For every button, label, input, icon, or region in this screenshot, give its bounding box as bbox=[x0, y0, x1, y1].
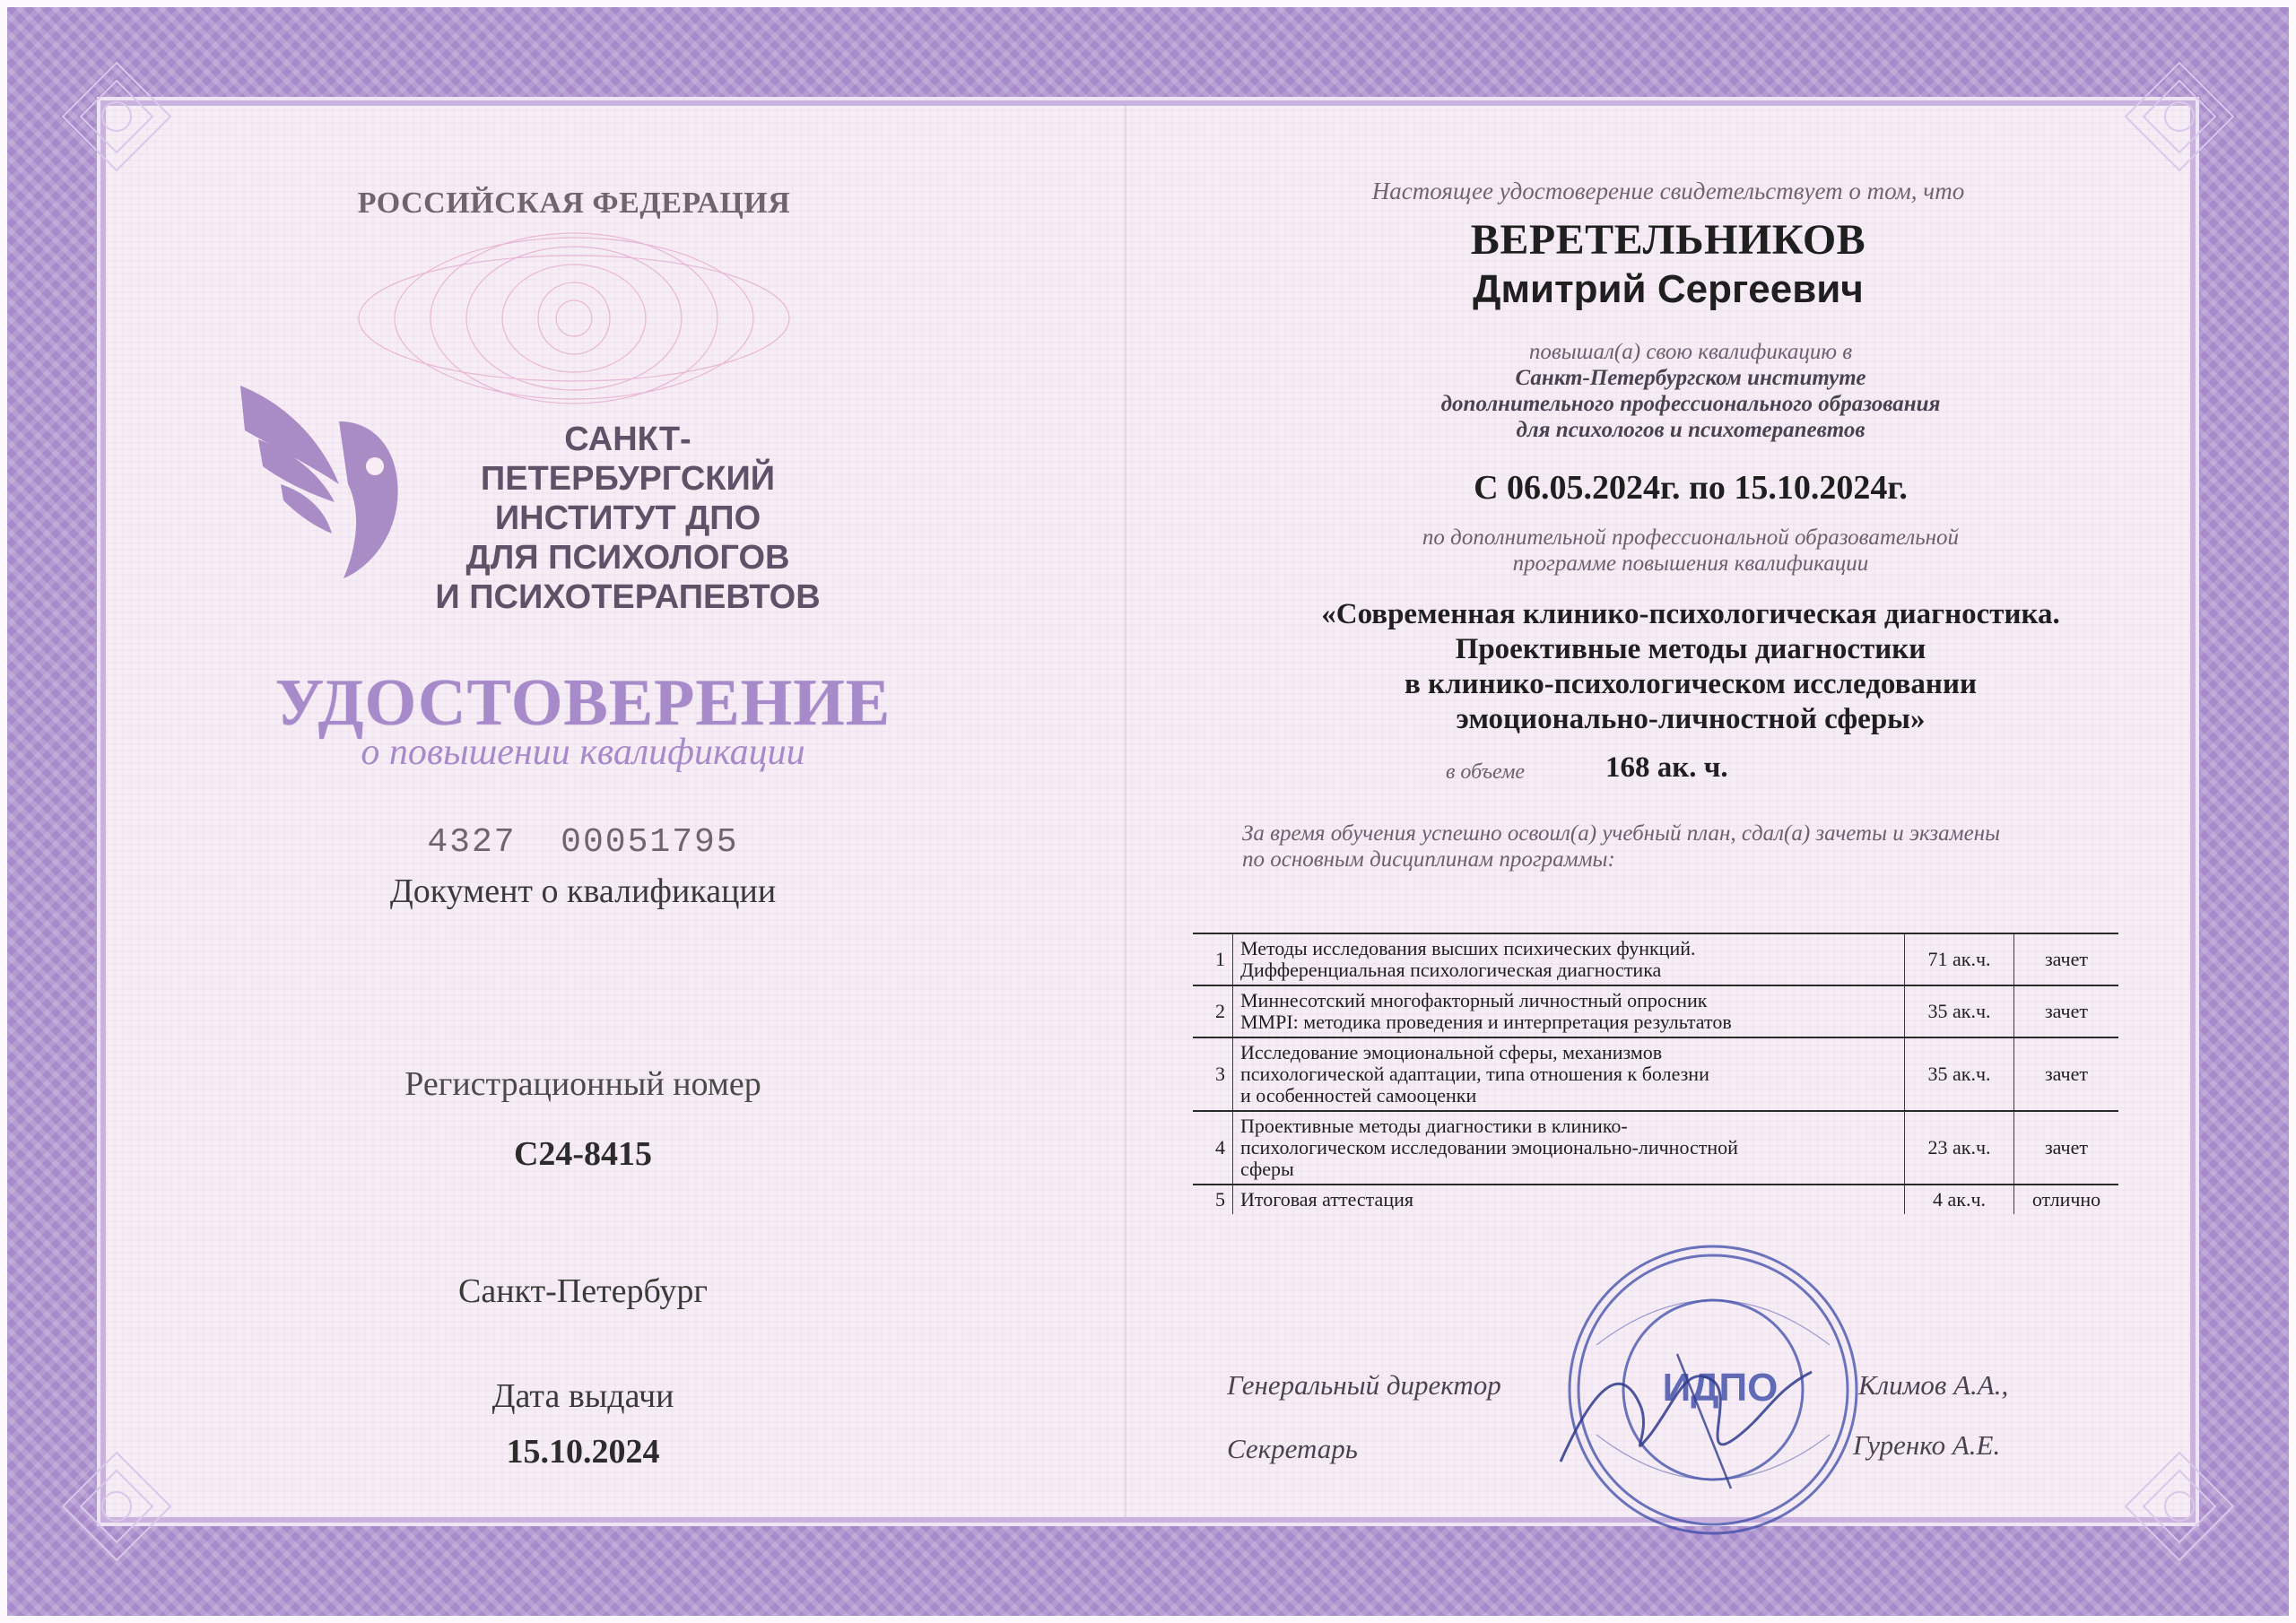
studied-statement bbox=[1242, 820, 2139, 872]
issuing-institute-line: Санкт-Петербургском институте bbox=[1515, 366, 1866, 390]
document-title: УДОСТОВЕРЕНИЕ bbox=[274, 666, 891, 740]
holder-given-names: Дмитрий Сергеевич bbox=[1473, 267, 1864, 311]
institute-name-line: И ПСИХОТЕРАПЕВТОВ bbox=[435, 578, 821, 616]
corner-ornament-icon bbox=[54, 1444, 179, 1569]
subject-number: 3 bbox=[1193, 1037, 1233, 1111]
volume-value: 168 ак. ч. bbox=[1605, 751, 1728, 784]
training-period: С 06.05.2024г. по 15.10.2024г. bbox=[1474, 469, 1908, 507]
signer-director-name: Климов А.А., bbox=[1858, 1369, 2009, 1401]
subject-number: 4 bbox=[1193, 1111, 1233, 1185]
subject-number: 5 bbox=[1193, 1185, 1233, 1214]
stamp-text: ИДПО bbox=[1662, 1366, 1779, 1410]
subject-result: зачет bbox=[2014, 985, 2119, 1037]
holder-surname: ВЕРЕТЕЛЬНИКОВ bbox=[1470, 216, 1866, 264]
subject-name: Проективные методы диагностики в клинико- психологическом исследовании эмоционально-личностной сферы bbox=[1233, 1111, 1905, 1185]
subject-number: 2 bbox=[1193, 985, 1233, 1037]
document-type: Документ о квалификации bbox=[389, 872, 777, 910]
issuing-institute-line: для психологов и психотерапевтов bbox=[1516, 418, 1866, 442]
corner-ornament-icon bbox=[54, 54, 179, 179]
table-row bbox=[1193, 985, 2118, 1037]
registration-number: С24-8415 bbox=[513, 1135, 653, 1173]
subject-hours: 4 ак.ч. bbox=[1905, 1185, 2014, 1214]
subject-result: зачет bbox=[2014, 933, 2119, 985]
issue-city: Санкт-Петербург bbox=[457, 1272, 709, 1310]
table-row bbox=[1193, 1037, 2118, 1111]
subject-result: отлично bbox=[2014, 1185, 2119, 1214]
signature-icon bbox=[1543, 1327, 1830, 1506]
volume-label: в объеме bbox=[1446, 760, 1526, 784]
subject-hours: 35 ак.ч. bbox=[1905, 1037, 2014, 1111]
certifies-intro: Настоящее удостоверение свидетельствует о том, что bbox=[1371, 178, 1965, 204]
signer-secretary-name: Гуренко А.Е. bbox=[1853, 1429, 2001, 1461]
signer-secretary-role: Секретарь bbox=[1227, 1433, 1358, 1464]
table-row bbox=[1193, 1111, 2118, 1185]
country-heading: РОССИЙСКАЯ ФЕДЕРАЦИЯ bbox=[357, 187, 791, 220]
issuing-institute-line: дополнительного профессионального образования bbox=[1440, 392, 1941, 416]
institute-name bbox=[422, 420, 834, 617]
subject-name: Итоговая аттестация bbox=[1233, 1185, 1905, 1214]
studied-statement-line: За время обучения успешно освоил(а) учебный план, сдал(а) зачеты и экзамены bbox=[1242, 821, 2001, 846]
subject-hours: 35 ак.ч. bbox=[1905, 985, 2014, 1037]
program-title-line: в клинико-психологическом исследовании bbox=[1405, 668, 1977, 700]
corner-ornament-icon bbox=[2117, 1444, 2242, 1569]
table-row bbox=[1193, 1185, 2118, 1214]
subjects-table bbox=[1193, 933, 2118, 1214]
document-subtitle: о повышении квалификации bbox=[361, 732, 805, 773]
serial-number: 4327 00051795 bbox=[427, 823, 739, 862]
rosette-ornament-icon bbox=[341, 229, 807, 408]
subject-number: 1 bbox=[1193, 933, 1233, 985]
table-row bbox=[1193, 933, 2118, 985]
institute-name-line: САНКТ-ПЕТЕРБУРГСКИЙ bbox=[480, 421, 776, 498]
program-type-line: по дополнительной профессиональной образовательной bbox=[1422, 525, 1960, 550]
program-title-line: Проективные методы диагностики bbox=[1455, 633, 1926, 665]
subject-name: Миннесотский многофакторный личностный опросник MMPI: методика проведения и интерпретация результатов bbox=[1233, 985, 1905, 1037]
issuing-institute bbox=[1309, 365, 2072, 443]
subject-hours: 23 ак.ч. bbox=[1905, 1111, 2014, 1185]
signer-director-role: Генеральный директор bbox=[1227, 1369, 1501, 1401]
institute-name-line: ДЛЯ ПСИХОЛОГОВ bbox=[465, 539, 790, 577]
institute-name-line: ИНСТИТУТ ДПО bbox=[494, 499, 761, 537]
program-type bbox=[1309, 525, 2072, 577]
issue-date: 15.10.2024 bbox=[506, 1433, 660, 1471]
improved-qualification-text: повышал(а) свою квалификацию в bbox=[1528, 340, 1853, 364]
program-title-line: «Современная клинико-психологическая диагностика. bbox=[1321, 598, 2060, 630]
center-fold bbox=[1125, 106, 1126, 1517]
issue-date-label: Дата выдачи bbox=[491, 1377, 674, 1415]
subject-result: зачет bbox=[2014, 1111, 2119, 1185]
corner-ornament-icon bbox=[2117, 54, 2242, 179]
studied-statement-line: по основным дисциплинам программы: bbox=[1242, 847, 1615, 872]
program-title bbox=[1220, 597, 2161, 737]
program-type-line: программе повышения квалификации bbox=[1512, 551, 1869, 576]
registration-label: Регистрационный номер bbox=[404, 1065, 761, 1103]
subject-name: Методы исследования высших психических функций. Дифференциальная психологическая диагностика bbox=[1233, 933, 1905, 985]
subject-result: зачет bbox=[2014, 1037, 2119, 1111]
subject-name: Исследование эмоциональной сферы, механизмов психологической адаптации, типа отношения к болезни и особенностей самооценки bbox=[1233, 1037, 1905, 1111]
program-title-line: эмоционально-личностной сферы» bbox=[1456, 703, 1926, 735]
institute-owl-logo-icon bbox=[231, 368, 411, 583]
subject-hours: 71 ак.ч. bbox=[1905, 933, 2014, 985]
